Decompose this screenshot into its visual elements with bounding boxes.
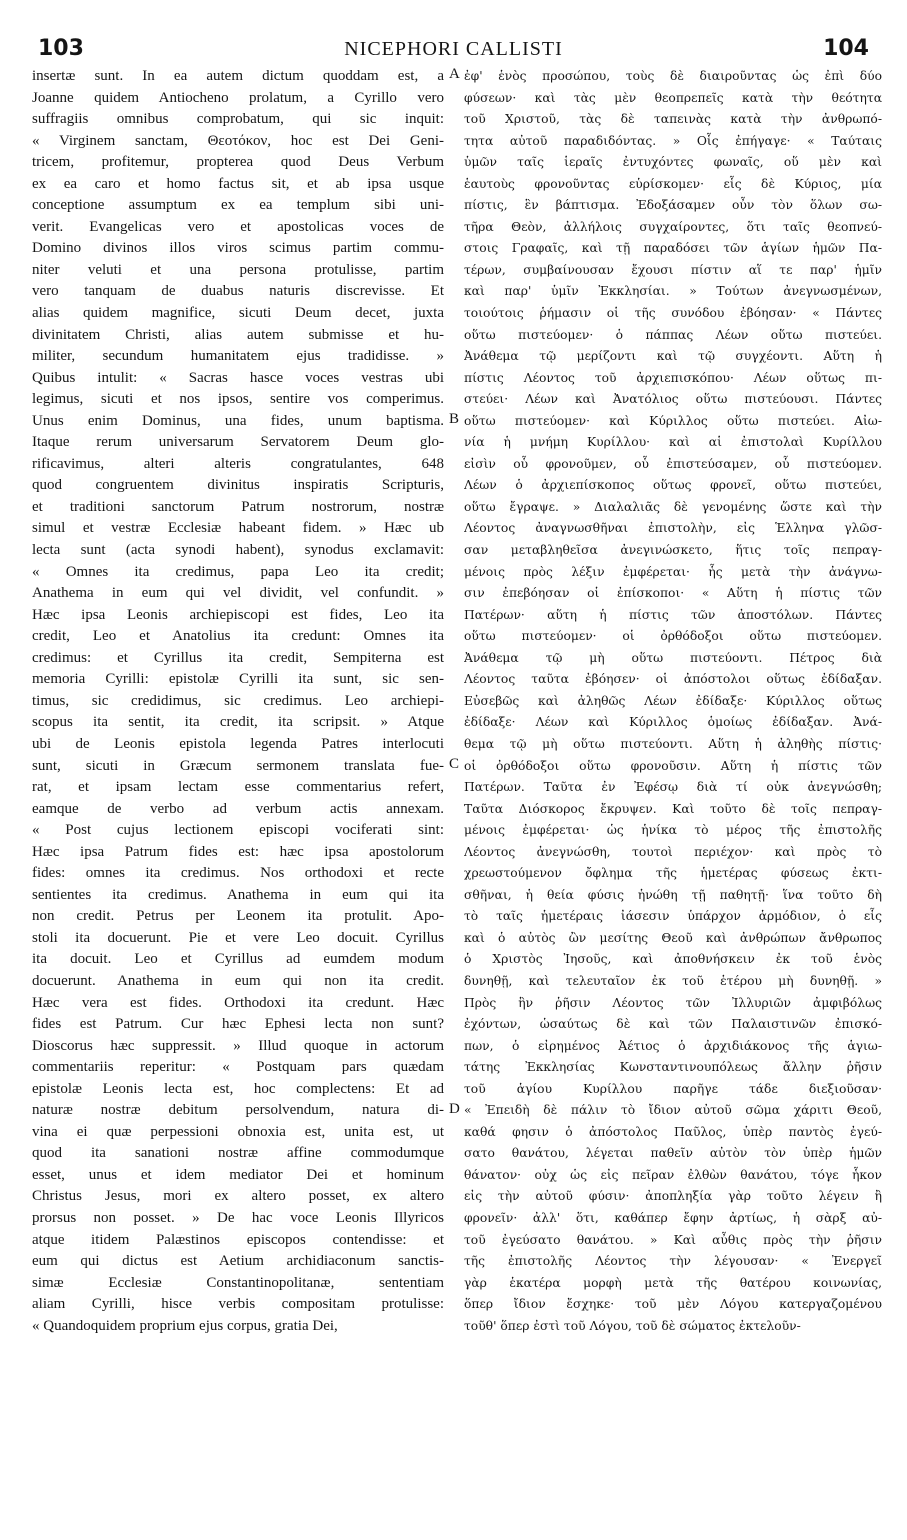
greek-text-line: χρεωστούμενον ὄφλημα τῆς ἡμετέρας φύσεως ἐκτι- <box>464 866 882 881</box>
greek-text-line: τοιούτοις ῥήμασιν οἱ τῆς συνόδου ἐβόησαν· « Πάντες <box>464 306 882 321</box>
latin-text-line: insertæ sunt. In ea autem dictum quoddam est, a <box>32 68 444 84</box>
latin-text-line: eum qui dictus est Aetium archidiaconum sanctis- <box>32 1253 444 1270</box>
latin-text-line: alias quidem magnifice, sicuti Deum decet, juxta <box>32 305 444 322</box>
greek-text-line: γὰρ ἑκατέρα μορφὴ μετὰ τῆς θατέρου κοινωνίας, <box>464 1275 882 1290</box>
latin-text-line: fides est Patrum. Cur hæc Ephesi lecta non sunt? <box>32 1016 444 1033</box>
greek-text-line: σαν μεταβληθεῖσα ἀνεγινώσκετο, ἥτις τοῖς πεπραγ- <box>464 543 882 558</box>
latin-text-line: Unus enim Dominus, una fides, unum baptisma. <box>32 412 444 429</box>
greek-text-line: τοῦ ἐγεύσατο θανάτου. » Καὶ αὖθις πρὸς τὴν ῥῆσιν <box>464 1232 882 1247</box>
latin-text-line: Joanne quidem Antiocheno prolatum, a Cyrillo vero <box>32 89 444 106</box>
greek-text-line: καὶ ὁ αὐτὸς ὢν μεσίτης Θεοῦ καὶ ἀνθρώπων ἄνθρωπος <box>464 930 882 945</box>
greek-text-line: οὕτω ἔγραψε. » Διαλαλιᾶς δὲ γενομένης ὥστε καὶ τὴν <box>464 499 882 514</box>
greek-text-line: τῆρα Θεὸν, ἀλλήλοις συγχαίροντες, ὅτι ταῖς θεοπνεύ- <box>464 219 882 234</box>
greek-text-line: πίστις, ἓν βάπτισμα. Ἐδοξάσαμεν οὖν τὸν ὅλων σω- <box>464 198 882 213</box>
latin-text-line: verit. Evangelicas vero et apostolicas voces de <box>32 218 444 235</box>
latin-text-line: non credit. Petrus per Leonem ita protulit. Apo- <box>32 908 444 925</box>
latin-text-line: « Omnes ita credimus, papa Leo ita credit; <box>32 563 444 580</box>
greek-text-line: οὕτω πιστεύομεν· οἱ ὀρθόδοξοι οὕτω πιστεύομεν. <box>464 629 882 644</box>
latin-text-line: conceptione assumptum ex ea templum sibi uni- <box>32 197 444 214</box>
greek-text-line: ἐχόντων, ὡσαύτως δὲ καὶ τῶν Παλαιστινῶν ἐπισκό- <box>464 1017 882 1032</box>
latin-text-line: Hæc vera est fides. Orthodoxi ita credunt. Hæc <box>32 994 444 1011</box>
greek-text-line: εἰσὶν οὗ φρονοῦμεν, οὗ ἐπιστεύσαμεν, οὗ πιστεύομεν. <box>464 456 882 471</box>
greek-text-line: σιν ἐπεβόησαν οἱ ἐπίσκοποι· « Αὕτη ἡ πίστις τῶν <box>464 586 882 601</box>
greek-text-line: θεμα τῷ μὴ οὕτω πιστεύοντι. Αὕτη ἡ ἀληθὴς πίστις· <box>464 736 882 751</box>
latin-text-line: stoli ita docuerunt. Pie et vere Leo docuit. Cyrillus <box>32 929 444 946</box>
greek-text-line: Λέων ὁ ἀρχιεπίσκοπος οὕτως φρονεῖ, οὕτω πιστεύει, <box>464 478 882 493</box>
latin-text-line: simæ Ecclesiæ Constantinopolitanæ, sententiam <box>32 1274 444 1291</box>
greek-text-line: τέρων, συμβαίνουσαν ἔχουσι πίστιν αἵ τε παρ' ἡμῖν <box>464 262 882 277</box>
margin-letter-a: A <box>449 66 460 82</box>
latin-text-line: suffragiis omnibus comprobatum, qui sic inquit: <box>32 111 444 128</box>
latin-text-line: Hæc ipsa Leonis archiepiscopi est fides, Leo ita <box>32 606 444 623</box>
greek-text-line: τὸ ταῖς ἡμετέραις ἰάσεσιν ὑπάρχον ἁρμόδιον, ὁ εἷς <box>464 909 882 924</box>
greek-text-line: καθά φησιν ὁ ἀπόστολος Παῦλος, ὑπὲρ παντὸς ἐγεύ- <box>464 1124 882 1139</box>
greek-text-line: ἐφ' ἑνὸς προσώπου, τοὺς δὲ διαιροῦντας ὡς ἐπὶ δύο <box>464 69 882 83</box>
latin-text-line: ubi de Leonis epistola legenda Patres interlocuti <box>32 735 444 752</box>
latin-text-line: Dioscorus hæc suppressit. » Illud quoque in actorum <box>32 1037 444 1054</box>
greek-text-line: τῆς ἐπιστολῆς Λέοντος τὴν λέγουσαν· « Ἐνεργεῖ <box>464 1254 882 1269</box>
latin-text-line: militer, secundum humanitatem ejus tradidisse. » <box>32 348 444 365</box>
margin-letter-b: B <box>449 411 460 427</box>
greek-text-line: Εὐσεβῶς καὶ ἀληθῶς Λέων ἐδίδαξε· Κύριλλος οὕτως <box>464 693 882 708</box>
greek-text-line: Λέοντος ἀνεγνώσθη, τουτοὶ περιέχον· καὶ πρὸς τὸ <box>464 844 882 859</box>
latin-text-line: timus, sic credidimus, sic credimus. Leo archiepi- <box>32 692 444 709</box>
greek-text-line: τοῦ Χριστοῦ, τὰς δὲ ταπεινὰς κατὰ τὴν ἀνθρωπό- <box>464 112 882 127</box>
latin-text-line: ita docuit. Leo et Cyrillus ad eumdem modum <box>32 951 444 968</box>
greek-text-line: ὁ Χριστὸς Ἰησοῦς, καὶ ἀποθνήσκειν ἐκ τοῦ ἑνὸς <box>464 952 882 967</box>
latin-text-line: et traditioni sanctorum Patrum nostrorum, nostræ <box>32 498 444 515</box>
greek-text-line: οὕτω πιστεύομεν· καὶ Κύριλλος οὕτω πιστεύει. Αἰω- <box>464 413 882 428</box>
margin-letter-d: D <box>449 1101 460 1117</box>
greek-text-line: δυνηθῇ, καὶ τελευταῖον ἐκ τοῦ ἑτέρου μὴ δυνηθῇ. » <box>464 973 882 988</box>
margin-letter-c: C <box>449 756 460 772</box>
greek-text-line: νία ἡ μνήμη Κυρίλλου· καὶ αἱ ἐπιστολαὶ Κυρίλλου <box>464 435 882 450</box>
greek-text-line: ἑαυτοὺς φρονοῦντας εὑρίσκομεν· εἷς δὲ Κύριος, μία <box>464 176 882 191</box>
greek-text-line: Πατέρων· αὕτη ἡ πίστις τῶν ἀποστόλων. Πάντες <box>464 607 882 622</box>
latin-text-line: simul et vestræ Ecclesiæ habeant fidem. » Hæc ub <box>32 520 444 537</box>
latin-text-line: sentientes ita credimus. Anathema in eum qui ita <box>32 886 444 903</box>
latin-text-line: quod ita sanationi nostræ affine commodumque <box>32 1145 444 1162</box>
latin-text-line: eamque de verbo ad verbum actis annexam. <box>32 800 444 817</box>
greek-text-line: Ἀνάθεμα τῷ μὴ οὕτω πιστεύοντι. Πέτρος διὰ <box>464 650 882 665</box>
latin-text-line: divinitatem Christi, alias autem submisse et hu- <box>32 326 444 343</box>
greek-text-line: τητα αὐτοῦ παραδιδόντας. » Οἷς ἐπήγαγε· « Ταύταις <box>464 133 882 148</box>
latin-text-line: Domino divinos illos viros scimus partim commu- <box>32 240 444 257</box>
latin-text-line: atque itidem Palæstinos episcopos contendisse: et <box>32 1231 444 1248</box>
latin-text-line: aliam Cyrilli, hisce verbis compositam protulisse: <box>32 1296 444 1313</box>
latin-column <box>32 66 444 1337</box>
latin-text-line: rat, et ipsam lectam esse commentarius refert, <box>32 779 444 796</box>
latin-text-line: Itaque rerum universarum Servatorem Deum glo- <box>32 434 444 451</box>
greek-text-line: Πρὸς ἣν ῥῆσιν Λέοντος τῶν Ἰλλυριῶν ἀμφιβόλως <box>464 995 882 1010</box>
page-number-left: 103 <box>38 36 84 61</box>
greek-text-line: « Ἐπειδὴ δὲ πάλιν τὸ ἴδιον αὐτοῦ σῶμα χάριτι Θεοῦ, <box>464 1103 882 1118</box>
greek-text-line: τοῦθ' ὅπερ ἐστὶ τοῦ Λόγου, τοῦ δὲ σώματος ἐκτελοῦν- <box>464 1318 801 1333</box>
latin-text-line: Quibus intulit: « Sacras hasce voces vestras ubi <box>32 369 444 386</box>
greek-text-line: μένοις ἐμφέρεται· ὡς ἡνίκα τὸ μέρος τῆς ἐπιστολῆς <box>464 823 882 838</box>
latin-text-line: « Post cujus lectionem episcopi vociferati sint: <box>32 822 444 839</box>
latin-text-line: « Virginem sanctam, Θεοτόκον, hoc est Dei Geni- <box>32 132 444 149</box>
greek-text-line: πίστις Λέοντος τοῦ ἀρχιεπισκόπου· Λέων οὕτως πι- <box>464 370 882 385</box>
latin-text-line: sunt, sicuti in Græcum sermonem translata fue- <box>32 757 444 774</box>
latin-text-line: credit, Leo et Anatolius ita credunt: Omnes ita <box>32 628 444 645</box>
greek-text-line: οὕτω πιστεύομεν· ὁ πάππας Λέων οὕτω πιστεύει. <box>464 327 882 342</box>
latin-text-line: legimus, sicuti et nos ipsos, sentire vos comperimus. <box>32 391 444 408</box>
latin-text-line: ex ea caro et homo factus sit, et ab ipsa usque <box>32 175 444 192</box>
latin-text-line: Hæc ipsa Patrum fides est: hæc ipsa apostolorum <box>32 843 444 860</box>
latin-text-line: commentariis reperitur: « Postquam pars quædam <box>32 1059 444 1076</box>
greek-text-line: τοῦ ἁγίου Κυρίλλου παρῆγε τάδε διεξιοῦσαν· <box>464 1081 882 1096</box>
latin-text-line: docuerunt. Anathema in eum qui non ita credit. <box>32 972 444 989</box>
latin-text-line: vero tanquam de duabus naturis discrevisse. Et <box>32 283 444 300</box>
page-number-right: 104 <box>823 36 869 61</box>
greek-text-line: ὑμῶν ταῖς ἱεραῖς ἐντυχόντες φωναῖς, οὕ μὲν καὶ <box>464 155 882 170</box>
latin-text-line: epistolæ Leonis lecta est, hoc complectens: Et ad <box>32 1080 444 1097</box>
greek-text-line: στεύει· Λέων καὶ Ἀνατόλιος οὕτω πιστεύουσι. Πάντες <box>464 392 882 407</box>
greek-text-line: Ταῦτα Διόσκορος ἔκρυψεν. Καὶ τοῦτο δὲ τοῖς πεπραγ- <box>464 801 882 816</box>
running-header <box>30 36 877 66</box>
latin-text-line: Anathema in eum qui vel dividit, vel confundit. » <box>32 585 444 602</box>
greek-text-line: ὅπερ ἴδιον ἔσχηκε· τοῦ μὲν Λόγου κατεργαζομένου <box>464 1297 882 1312</box>
greek-text-line: ἐδίδαξε· Λέων καὶ Κύριλλος ὁμοίως ἐδίδαξαν. Ἀνά- <box>464 715 882 730</box>
greek-text-line: καὶ παρ' ὑμῖν Ἐκκλησίαι. » Τούτων ἀνεγνωσμένων, <box>464 284 882 299</box>
latin-text-line: vina ei quæ perpessioni obnoxia est, unita est, ut <box>32 1123 444 1140</box>
greek-text-line: φρονεῖν· ἀλλ' ὅτι, καθάπερ ἔφην ἀρτίως, ἡ σὰρξ αὐ- <box>464 1210 882 1225</box>
latin-text-line: credimus: et Cyrillus ita credit, Sempiterna est <box>32 649 444 666</box>
latin-text-line: scopus ita sentit, ita credit, ita scripsit. » Atque <box>32 714 444 731</box>
latin-text-line: rificavimus, alteri alteris congratulantes, 648 <box>32 455 444 472</box>
latin-text-line: esset, unus et idem mediator Dei et hominum <box>32 1166 444 1183</box>
greek-text-line: θάνατον· οὐχ ὡς εἰς πεῖραν ἐλθὼν θανάτου, τόγε ἧκον <box>464 1167 882 1182</box>
greek-text-line: τάτης Ἐκκλησίας Κωνσταντινουπόλεως ἄλλην ῥῆσιν <box>464 1060 882 1075</box>
greek-text-line: οἱ ὀρθόδοξοι οὕτω φρονοῦσιν. Αὕτη ἡ πίστις τῶν <box>464 758 882 773</box>
latin-text-line: quod congruentem divinitus inspiratis Scripturis, <box>32 477 444 494</box>
greek-text-line: Ἀνάθεμα τῷ μερίζοντι καὶ τῷ συγχέοντι. Αὕτη ἡ <box>464 349 882 364</box>
latin-text-line: prorsus non posset. » De hac voce Leonis Illyricos <box>32 1209 444 1226</box>
latin-text-line: fides: omnes ita credimus. Nos orthodoxi et recte <box>32 865 444 882</box>
greek-text-line: σατο θανάτου, λέγεται παθεῖν αὐτὸν τὸν ὑπὲρ ἡμῶν <box>464 1146 882 1161</box>
greek-text-line: εἰς τὴν αὐτοῦ φύσιν· ἀποπληξία γὰρ τοῦτο λέγειν ἢ <box>464 1189 882 1204</box>
latin-text-line: tricem, profitemur, propterea quod Deus Verbum <box>32 154 444 171</box>
latin-text-line: niter veluti et una persona protulisse, partim <box>32 261 444 278</box>
greek-text-line: Πατέρων. Ταῦτα ἐν Ἐφέσῳ διὰ τί οὐκ ἀνεγνώσθη; <box>464 780 882 795</box>
running-title: NICEPHORI CALLISTI <box>344 38 563 60</box>
greek-text-line: στοις Γραφαῖς, καὶ τῇ παραδόσει τῶν ἁγίων ἡμῶν Πα- <box>464 241 882 256</box>
latin-text-line: naturæ nostræ debitum persolvendum, natura di- <box>32 1102 444 1119</box>
latin-text-line: memoria Cyrilli: epistolæ Cyrilli ita sunt, sic sen- <box>32 671 444 688</box>
greek-column <box>464 66 882 1337</box>
greek-text-line: Λέοντος ταῦτα ἐβόησεν· οἱ ἀπόστολοι οὕτως ἐδίδαξαν. <box>464 672 882 687</box>
greek-text-line: σθῆναι, ἡ θεία φύσις ἡνώθη τῇ παθητῇ· ἵνα τοῦτο δὴ <box>464 887 882 902</box>
latin-text-line: « Quandoquidem proprium ejus corpus, gratia Dei, <box>32 1317 338 1334</box>
greek-text-line: μένοις πρὸς λέξιν ἐμφέρεται· ἧς μετὰ τὴν ἀνάγνω- <box>464 564 882 579</box>
latin-text-line: lecta sunt (acta synodi habent), synodus exclamavit: <box>32 542 444 559</box>
latin-text-line: Christus Jesus, mori ex altero posset, ex altero <box>32 1188 444 1205</box>
greek-text-line: πων, ὁ εἰρημένος Ἀέτιος ὁ ἀρχιδιάκονος τῆς ἁγιω- <box>464 1038 882 1053</box>
greek-text-line: φύσεων· καὶ τὰς μὲν θεοπρεπεῖς κατὰ τὴν θεότητα <box>464 90 882 105</box>
greek-text-line: Λέοντος ἀναγνωσθῆναι ἐπιστολὴν, εἰς Ἑλληνα γλῶσ- <box>464 521 882 536</box>
